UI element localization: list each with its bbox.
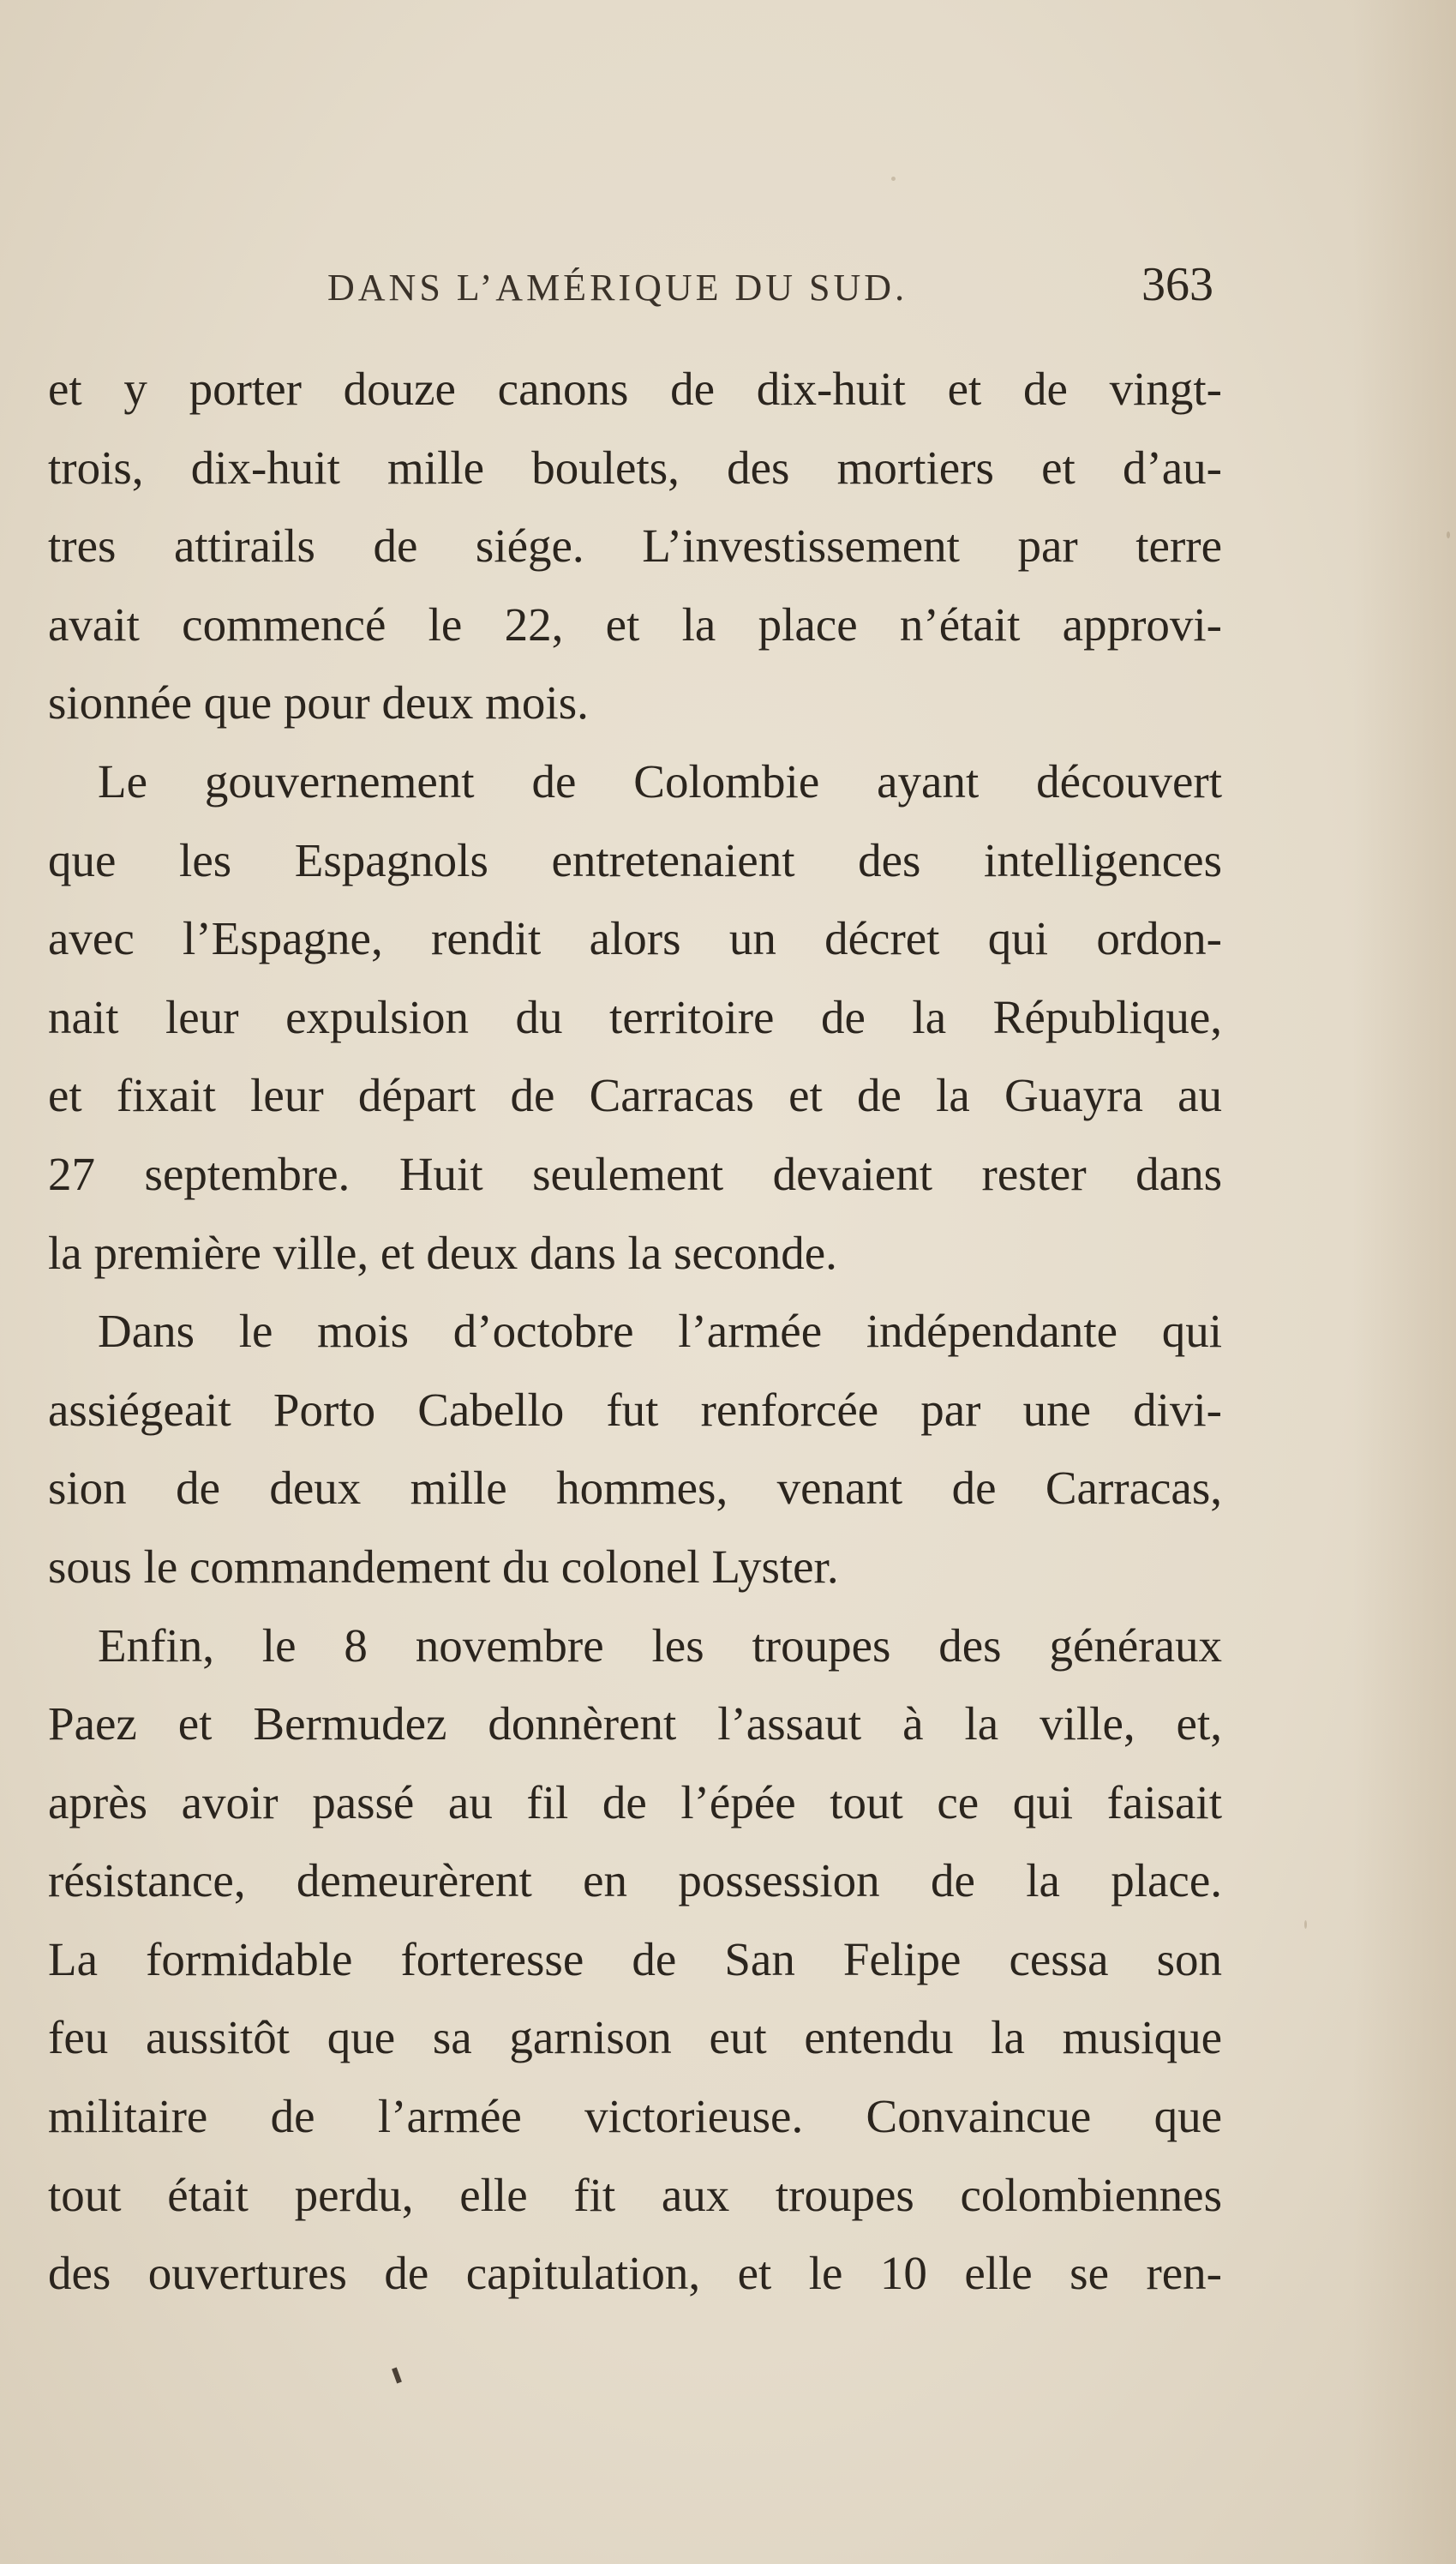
text-line: feu aussitôt que sa garnison eut entendu la musique [48, 2011, 1222, 2064]
text-line: sionnée que pour deux mois. [48, 676, 589, 730]
text-line: après avoir passé au fil de l’épée tout ce qui faisait [48, 1775, 1222, 1828]
page-number: 363 [1141, 258, 1213, 311]
ink-mark [392, 2368, 402, 2384]
text-line: tres attirails de siége. L’investissement par terre [48, 519, 1222, 573]
text-line: La formidable forteresse de San Felipe cessa son [48, 1932, 1222, 1985]
text-line: Enfin, le 8 novembre les troupes des généraux [98, 1618, 1222, 1672]
text-line: sion de deux mille hommes, venant de Carracas, [48, 1462, 1222, 1515]
text-line: 27 septembre. Huit seulement devaient rester dans [48, 1147, 1222, 1200]
text-line: avait commencé le 22, et la place n’était approvi- [48, 597, 1222, 651]
text-line: et fixait leur départ de Carracas et de la Guayra au [48, 1069, 1222, 1122]
text-line: Dans le mois d’octobre l’armée indépendante qui [98, 1305, 1222, 1358]
running-header [48, 257, 1213, 326]
text-line: Paez et Bermudez donnèrent l’assaut à la ville, et, [48, 1697, 1222, 1750]
paper-spot [1447, 531, 1450, 538]
text-line: sous le commandement du colonel Lyster. [48, 1540, 839, 1593]
text-line: avec l’Espagne, rendit alors un décret qui ordon- [48, 912, 1222, 965]
text-line: Le gouvernement de Colombie ayant découvert [98, 754, 1222, 808]
text-line: nait leur expulsion du territoire de la République, [48, 990, 1222, 1043]
text-line: résistance, demeurèrent en possession de la place. [48, 1854, 1222, 1907]
text-line: tout était perdu, elle fit aux troupes colombiennes [48, 2168, 1222, 2221]
text-line: trois, dix-huit mille boulets, des mortiers et d’au- [48, 441, 1222, 494]
body-text [48, 350, 1222, 2313]
text-line: que les Espagnols entretenaient des intelligences [48, 833, 1222, 886]
paper-spot [1304, 1920, 1307, 1929]
text-line: militaire de l’armée victorieuse. Convaincue que [48, 2090, 1222, 2143]
text-line: et y porter douze canons de dix-huit et de vingt- [48, 363, 1222, 415]
text-line: des ouvertures de capitulation, et le 10 elle se ren- [48, 2247, 1222, 2300]
paper-spot [891, 177, 896, 181]
text-line: la première ville, et deux dans la seconde. [48, 1226, 837, 1279]
page-edge-shading [1353, 0, 1456, 2564]
text-line: assiégeait Porto Cabello fut renforcée par une divi- [48, 1383, 1222, 1436]
running-title: DANS L’AMÉRIQUE DU SUD. [327, 267, 908, 309]
